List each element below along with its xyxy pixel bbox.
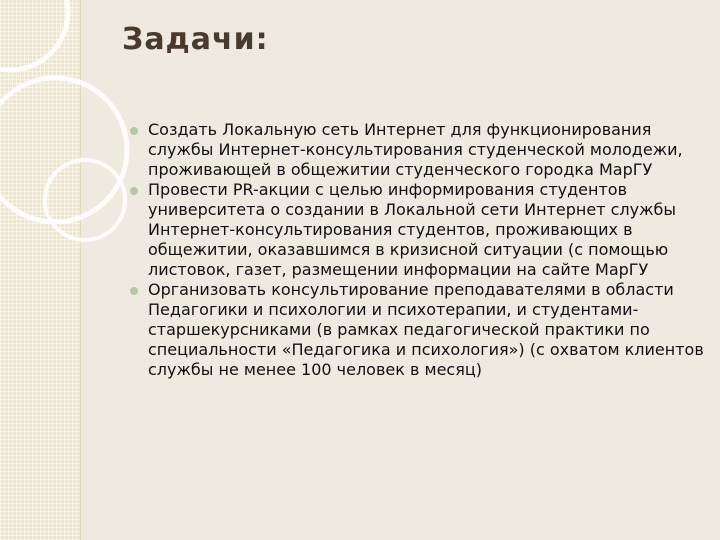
bullet-icon (130, 187, 138, 195)
decorative-circle-inner (45, 160, 125, 240)
list-item (130, 120, 705, 180)
page-title: Задачи: (122, 22, 269, 57)
list-item (130, 180, 705, 280)
list-item-text: Провести PR-акции с целью информирования студентов университета о создании в Локальной сети Интернет службы Интернет-консультирования студентов, проживающих в общежитии, оказавшимся в кризисной ситуации (с помощью листовок, газет, размещении информации на сайте МарГУ (148, 180, 677, 279)
decorative-circle-top (0, 0, 68, 70)
bullet-icon (130, 127, 138, 135)
bullet-icon (130, 287, 138, 295)
task-list (130, 120, 705, 380)
list-item (130, 280, 705, 380)
list-item-text: Создать Локальную сеть Интернет для функционирования службы Интернет-консультирования студенческой молодежи, проживающей в общежитии студенческого городка МарГУ (148, 120, 683, 179)
decorative-circle-large (0, 78, 127, 222)
list-item-text: Организовать консультирование преподавателями в области Педагогики и психологии и психотерапии, и студентами- старшекурсниками (в рамках педагогической практики по специальности «Педагогика и психология») (с охватом клиентов службы не менее 100 человек в месяц) (148, 280, 704, 379)
